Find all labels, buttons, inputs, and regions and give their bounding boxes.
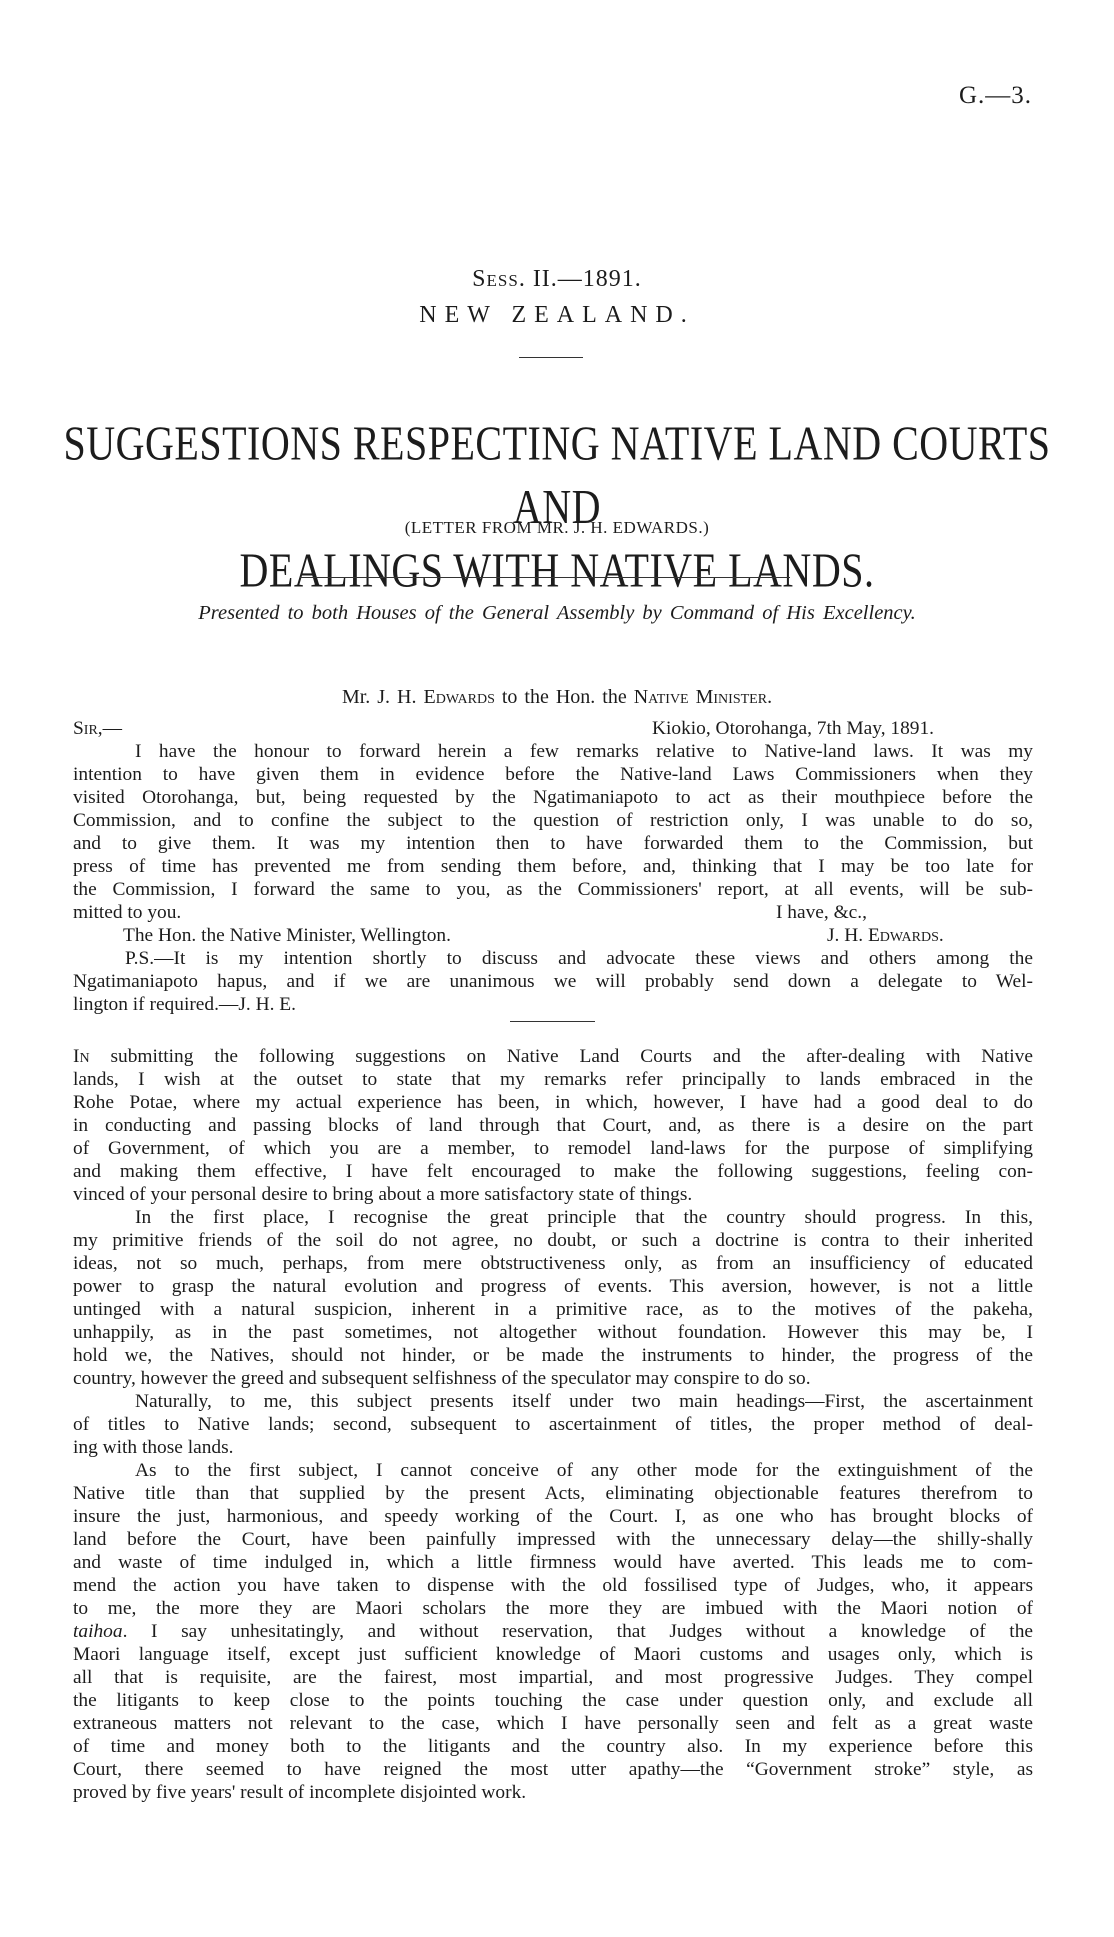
- letter-recipient: The Hon. the Native Minister, Wellington.: [123, 925, 451, 946]
- essay-line: unhappily, as in the past sometimes, not altogether without foundation. However this may be, I: [73, 1322, 1033, 1343]
- essay-line: country, however the greed and subsequent selfishness of the speculator may conspire to do so.: [73, 1368, 811, 1389]
- essay-line: ideas, not so much, perhaps, from mere obtstructiveness only, as from an insufficiency of educated: [73, 1253, 1033, 1274]
- letter-line: the Commission, I forward the same to you, as the Commissioners' report, at all events, will be sub-: [73, 879, 1033, 900]
- essay-line: to me, the more they are Maori scholars the more they are imbued with the Maori notion of: [73, 1598, 1033, 1619]
- document-subtitle: (LETTER FROM MR. J. H. EDWARDS.): [404, 518, 710, 537]
- essay-text: submitting the following suggestions on Native Land Courts and the after-dealing with Native: [89, 1046, 1033, 1067]
- essay-line: Native title than that supplied by the present Acts, eliminating objectionable features therefrom to: [73, 1483, 1033, 1504]
- essay-line: vinced of your personal desire to bring about a more satisfactory state of things.: [73, 1184, 693, 1205]
- essay-line: of time and money both to the litigants and the country also. In my experience before this: [73, 1736, 1033, 1757]
- essay-line: power to grasp the natural evolution and progress of events. This aversion, however, is not a little: [73, 1276, 1033, 1297]
- letter-address-date: Kiokio, Otorohanga, 7th May, 1891.: [652, 718, 935, 739]
- letter-ps-line: Ngatimaniapoto hapus, and if we are unanimous we will probably send down a delegate to Wel-: [73, 971, 1033, 992]
- letter-ps-line: P.S.—It is my intention shortly to discuss and advocate these views and others among the: [125, 948, 1033, 969]
- essay-line: in conducting and passing blocks of land through that Court, and, as there is a desire on the part: [73, 1115, 1033, 1136]
- essay-line: of titles to Native lands; second, subsequent to ascertainment of titles, the proper method of deal-: [73, 1414, 1033, 1435]
- essay-line: the litigants to keep close to the points touching the case under question only, and exclude all: [73, 1690, 1033, 1711]
- heading-recipient: Native Minister: [633, 686, 768, 708]
- divider-rule: [300, 577, 790, 578]
- letter-ps-line: lington if required.—J. H. E.: [73, 994, 296, 1015]
- essay-line: Maori language itself, except just sufficient knowledge of Maori customs and usages only, which is: [73, 1644, 1033, 1665]
- essay-line: [73, 1620, 1033, 1643]
- letter-line: intention to have given them in evidence before the Native-land Laws Commissioners when they: [73, 764, 1033, 785]
- essay-line: In the first place, I recognise the great principle that the country should progress. In this,: [135, 1207, 1033, 1228]
- essay-line: hold we, the Natives, should not hinder, or be made the instruments to hinder, the progress of the: [73, 1345, 1033, 1366]
- divider-rule: [510, 1021, 595, 1022]
- essay-line: ing with those lands.: [73, 1437, 234, 1458]
- letter-line: visited Otorohanga, but, being requested by the Ngatimaniapoto to act as their mouthpiece before the: [73, 787, 1033, 808]
- salutation-text: Sir,—: [73, 718, 123, 739]
- country-line: NEW ZEALAND.: [419, 302, 695, 328]
- essay-line: insure the just, harmonious, and speedy working of the Court. I, as one who has brought blocks of: [73, 1506, 1033, 1527]
- document-title: [60, 412, 1054, 602]
- letter-heading: [0, 686, 1114, 709]
- essay-line: As to the first subject, I cannot conceive of any other mode for the extinguishment of the: [135, 1460, 1033, 1481]
- dropword: In: [73, 1046, 90, 1067]
- letter-line: mitted to you.: [73, 902, 182, 923]
- essay-line: untinged with a natural suspicion, inherent in a primitive race, as to the motives of the pakeha,: [73, 1299, 1033, 1320]
- heading-text: Mr. J. H.: [341, 686, 424, 708]
- essay-text: . I say unhesitatingly, and without reservation, that Judges without a knowledge of the: [122, 1621, 1033, 1642]
- essay-line: and making them effective, I have felt encouraged to make the following suggestions, feeling con-: [73, 1161, 1033, 1182]
- essay-line: Naturally, to me, this subject presents itself under two main headings—First, the ascertainment: [135, 1391, 1033, 1412]
- essay-line: of Government, of which you are a member, to remodel land-laws for the purpose of simplifying: [73, 1138, 1033, 1159]
- heading-text: to the Hon. the: [494, 686, 634, 708]
- essay-line: mend the action you have taken to dispense with the old fossilised type of Judges, who, it appears: [73, 1575, 1033, 1596]
- title-line-1: SUGGESTIONS RESPECTING NATIVE LAND COURTS AND: [63, 415, 1051, 534]
- letter-line: press of time has prevented me from sending them before, and, thinking that I may be too late for: [73, 856, 1033, 877]
- essay-line: Court, there seemed to have reigned the most utter apathy—the “Government stroke” style, as: [73, 1759, 1033, 1780]
- heading-sender: Edwards: [423, 686, 495, 708]
- essay-line: [73, 1045, 1033, 1068]
- letter-closing: I have, &c.,: [776, 902, 867, 923]
- essay-line: and waste of time indulged in, which a little firmness would have averted. This leads me to com-: [73, 1552, 1033, 1573]
- letter-signature: [827, 924, 1037, 947]
- page-reference: G.—3.: [958, 82, 1032, 109]
- essay-line: all that is requisite, are the fairest, most impartial, and most progressive Judges. They compel: [73, 1667, 1033, 1688]
- divider-rule: [519, 357, 583, 358]
- essay-line: Rohe Potae, where my actual experience has been, in which, however, I have had a good deal to do: [73, 1092, 1033, 1113]
- heading-text: .: [767, 686, 773, 708]
- essay-line: lands, I wish at the outset to state that my remarks refer principally to lands embraced in the: [73, 1069, 1033, 1090]
- essay-line: land before the Court, have been painfully impressed with the unnecessary delay—the shilly-shally: [73, 1529, 1033, 1550]
- letter-line: Commission, and to confine the subject to the question of restriction only, I was unable to do so,: [73, 810, 1033, 831]
- essay-line: proved by five years' result of incomplete disjointed work.: [73, 1782, 527, 1803]
- letter-line: I have the honour to forward herein a few remarks relative to Native-land laws. It was my: [135, 741, 1033, 762]
- session-line: Sess. II.—1891.: [472, 266, 642, 292]
- essay-line: extraneous matters not relevant to the case, which I have personally seen and felt as a great waste: [73, 1713, 1033, 1734]
- maori-word: taihoa: [73, 1621, 123, 1642]
- letter-line: and to give them. It was my intention then to have forwarded them to the Commission, but: [73, 833, 1033, 854]
- essay-line: my primitive friends of the soil do not agree, no doubt, or such a doctrine is contra to their inherited: [73, 1230, 1033, 1251]
- title-line-2: DEALINGS WITH NATIVE LANDS.: [239, 542, 875, 598]
- presented-note: Presented to both Houses of the General Assembly by Command of His Excellency.: [198, 602, 916, 624]
- signature-text: J. H. Edwards.: [827, 925, 944, 946]
